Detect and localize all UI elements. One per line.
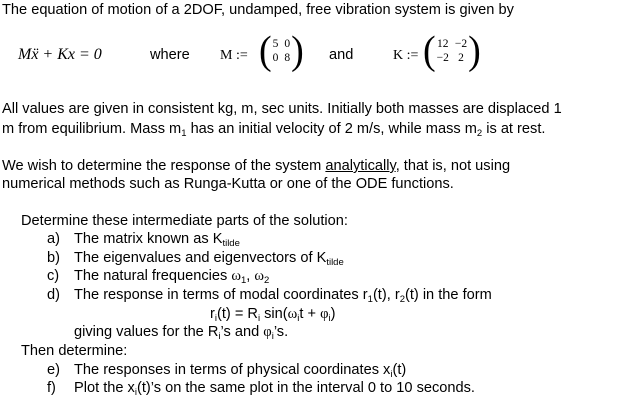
list-item: b) The eigenvalues and eigenvectors of $K_{tilde}$ — [47, 250, 344, 268]
list-item-continuation: giving values for the $R_i’s$ and $\varphi_i’s$. — [74, 324, 289, 342]
emphasis-analytically: analytically — [325, 158, 396, 174]
task-intro: Determine these intermediate parts of the solution: — [21, 213, 348, 229]
stiffness-matrix — [423, 28, 481, 74]
left-paren: ( — [259, 28, 272, 74]
stiffness-matrix-label: K := — [393, 48, 419, 63]
matrix-cell: 8 — [284, 52, 291, 64]
left-paren: ( — [423, 28, 436, 74]
paragraph-line: All values are given in consistent kg, m, sec units. Initially both masses are displaced 1 — [2, 101, 562, 117]
mass-matrix-label: M := — [220, 48, 248, 63]
list-item: a) The matrix known as $K_{tilde}$ — [47, 231, 240, 249]
list-item: c) The natural frequencies $\omega_1$, $\omega_2$ — [47, 268, 270, 286]
paragraph-line: m from equilibrium. Mass $m_1$ has an initial velocity of 2 m/s, while mass $m_2$ is at rest. — [2, 121, 546, 139]
intro-line: The equation of motion of a 2DOF, undamped, free vibration system is given by — [2, 2, 514, 18]
matrix-cell: 2 — [458, 52, 464, 64]
list-item: f) Plot the $x_i(t)’s$ on the same plot in the interval 0 to 10 seconds. — [47, 380, 475, 398]
list-item: e) The responses in terms of physical coordinates $x_i(t)$ — [47, 362, 407, 380]
and-label: and — [329, 47, 354, 63]
matrix-cell: 5 — [272, 38, 279, 50]
matrix-cell: −2 — [454, 38, 468, 50]
matrix-cell: 0 — [284, 38, 291, 50]
modal-response-formula: $r_i(t) = R_i$ $\sin(\omega_it + \varphi_i)$ — [210, 306, 336, 324]
matrix-cell: 0 — [272, 52, 279, 64]
right-paren: ) — [468, 28, 481, 74]
right-paren: ) — [291, 28, 304, 74]
paragraph-line: We wish to determine the response of the system analytically, that is, not using — [2, 158, 511, 174]
matrix-cell: −2 — [436, 52, 449, 64]
paragraph-line: numerical methods such as Runga-Kutta or one of the ODE functions. — [2, 176, 454, 192]
equation-of-motion: Mẍ + Kx = 0 — [18, 46, 102, 63]
matrix-cell: 12 — [437, 38, 449, 50]
list-item: d) The response in terms of modal coordinates $r_1(t)$, $r_2(t)$ in the form — [47, 287, 492, 305]
then-heading: Then determine: — [21, 343, 128, 359]
mass-matrix — [259, 28, 304, 74]
where-label: where — [150, 47, 190, 63]
